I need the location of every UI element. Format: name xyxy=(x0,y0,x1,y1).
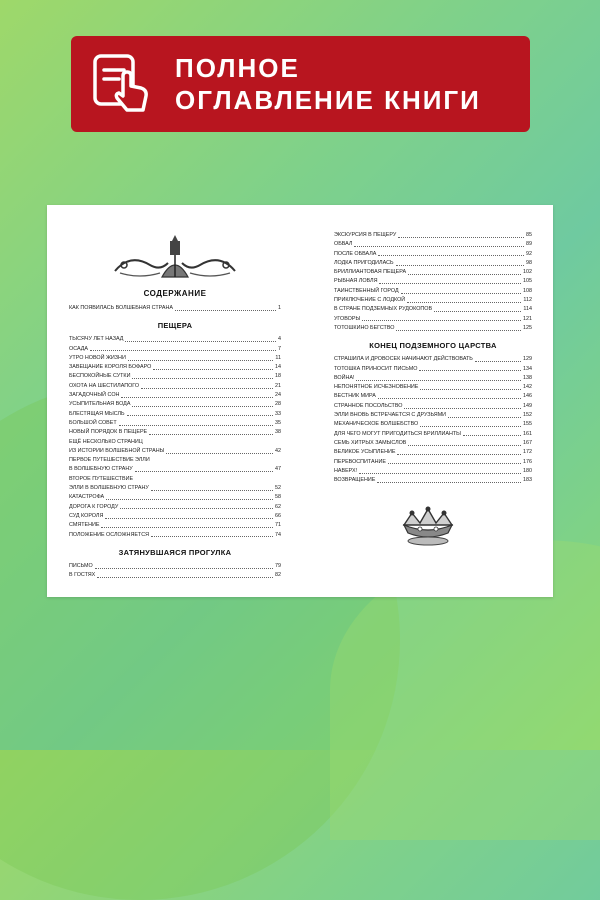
toc-entry-title: СМЯТЕНИЕ xyxy=(69,522,100,529)
toc-entry-page: 138 xyxy=(523,374,532,381)
toc-entry-page: 24 xyxy=(275,392,281,399)
toc-entry-page: 79 xyxy=(275,562,281,569)
toc-entry-title: ТЫСЯЧУ ЛЕТ НАЗАД xyxy=(69,336,124,343)
dot-leader xyxy=(408,274,521,275)
right-page xyxy=(334,231,532,549)
toc-entry-title: РЫБНАЯ ЛОВЛЯ xyxy=(334,278,378,285)
banner-title xyxy=(175,52,481,116)
toc-entry-page: 105 xyxy=(523,278,532,285)
dot-leader xyxy=(401,293,521,294)
section-list xyxy=(334,355,532,485)
toc-entry-title: УГОВОРЫ xyxy=(334,315,361,322)
toc-entry-title: ВЕСТНИК МИРА xyxy=(334,393,376,400)
toc-entry-page: 82 xyxy=(275,572,281,579)
toc-entry-page: 47 xyxy=(275,466,281,473)
toc-entry-title: ЗАГАДОЧНЫЙ СОН xyxy=(69,392,120,399)
toc-entry-page: 18 xyxy=(275,373,281,380)
toc-entry-title: БРИЛЛИАНТОВАЯ ПЕЩЕРА xyxy=(334,269,407,276)
toc-entry-page: 58 xyxy=(275,494,281,501)
toc-entry xyxy=(69,438,281,447)
toc-entry-title: КАК ПОЯВИЛАСЬ ВОЛШЕБНАЯ СТРАНА xyxy=(69,305,173,311)
banner-title-line1: ПОЛНОЕ xyxy=(175,53,300,83)
section-title: ЗАТЯНУВШАЯСЯ ПРОГУЛКА xyxy=(118,547,232,557)
dot-leader xyxy=(127,415,273,416)
toc-entry-title: ПИСЬМО xyxy=(69,562,93,569)
toc-entry-page: 102 xyxy=(523,269,532,276)
toc-entry xyxy=(334,448,532,457)
toc-entry-page: 92 xyxy=(526,250,532,257)
section-title: ПЕЩЕРА xyxy=(157,321,193,331)
dot-leader xyxy=(151,490,273,491)
dot-leader xyxy=(106,499,273,500)
dot-leader xyxy=(132,378,273,379)
dot-leader xyxy=(408,445,521,446)
toc-entry xyxy=(69,475,281,484)
dot-leader xyxy=(419,370,521,371)
toc-entry xyxy=(69,345,281,354)
toc-entry xyxy=(69,562,281,571)
toc-entry-title: ОБВАЛ xyxy=(334,241,353,248)
toc-entry xyxy=(334,365,532,374)
toc-entry-page: 33 xyxy=(275,410,281,417)
toc-entry xyxy=(69,419,281,428)
dot-leader xyxy=(463,435,521,436)
toc-entry-page: 28 xyxy=(275,401,281,408)
toc-entry xyxy=(69,493,281,502)
toc-entry-title: ВОЗВРАЩЕНИЕ xyxy=(334,477,376,484)
toc-entry xyxy=(69,354,281,363)
toc-entry-title: ОХОТА НА ШЕСТИЛАПОГО xyxy=(69,382,140,389)
toc-entry-title: СТРАННОЕ ПОСОЛЬСТВО xyxy=(334,402,403,409)
toc-entry xyxy=(334,458,532,467)
crown-icon xyxy=(398,505,458,549)
dot-leader xyxy=(434,311,521,312)
toc-entry-page: 38 xyxy=(275,429,281,436)
toc-entry xyxy=(334,250,532,259)
toc-title: СОДЕРЖАНИЕ xyxy=(143,289,207,298)
section-list xyxy=(334,231,532,333)
ornament-icon xyxy=(110,233,240,283)
toc-entry-title: ИЗ ИСТОРИИ ВОЛШЕБНОЙ СТРАНЫ xyxy=(69,447,165,454)
toc-entry-title: ВОЙНА! xyxy=(334,374,355,381)
toc-entry-title: БЛЕСТЯЩАЯ МЫСЛЬ xyxy=(69,410,125,417)
dot-leader xyxy=(397,454,521,455)
toc-entry xyxy=(334,240,532,249)
toc-entry-title: УСЫПИТЕЛЬНАЯ ВОДА xyxy=(69,401,131,408)
toc-entry xyxy=(334,411,532,420)
toc-entry-page: 146 xyxy=(523,393,532,400)
dot-leader xyxy=(153,369,273,370)
toc-entry-page: 21 xyxy=(275,382,281,389)
toc-entry-page: 98 xyxy=(526,259,532,266)
dot-leader xyxy=(448,417,521,418)
toc-entry-page: 142 xyxy=(523,384,532,391)
section-list xyxy=(69,335,281,540)
toc-entry xyxy=(334,467,532,476)
toc-entry-title: НАВЕРХ! xyxy=(334,467,358,474)
dot-leader xyxy=(151,536,273,537)
toc-entry xyxy=(334,430,532,439)
dot-leader xyxy=(121,397,273,398)
toc-entry xyxy=(334,420,532,429)
dot-leader xyxy=(120,508,273,509)
toc-entry-title: ЕЩЁ НЕСКОЛЬКО СТРАНИЦ xyxy=(69,438,143,445)
dot-leader xyxy=(128,360,274,361)
toc-entry-title: БЕСПОКОЙНЫЕ СУТКИ xyxy=(69,373,131,380)
toc-entry xyxy=(334,305,532,314)
toc-entry-page: 125 xyxy=(523,324,532,331)
toc-entry-title: В ГОСТЯХ xyxy=(69,572,96,579)
toc-entry-page: 134 xyxy=(523,365,532,372)
toc-entry-title: ТОТОШКА ПРИНОСИТ ПИСЬМО xyxy=(334,365,418,372)
toc-entry-page: 66 xyxy=(275,512,281,519)
toc-entry-title: СТРАШИЛА И ДРОВОСЕК НАЧИНАЮТ ДЕЙСТВОВАТЬ xyxy=(334,356,473,363)
toc-entry-page: 4 xyxy=(278,336,281,343)
dot-leader xyxy=(135,471,273,472)
book-spread xyxy=(47,205,553,597)
promo-banner xyxy=(71,36,530,132)
toc-entry xyxy=(334,287,532,296)
toc-entry-page: 167 xyxy=(523,439,532,446)
toc-entry xyxy=(334,296,532,305)
dot-leader xyxy=(379,283,521,284)
toc-entry xyxy=(69,484,281,493)
toc-entry-page: 35 xyxy=(275,419,281,426)
toc-entry-title: ВЕЛИКОЕ УСЫПЛЕНИЕ xyxy=(334,449,396,456)
toc-entry-page: 149 xyxy=(523,402,532,409)
toc-entry xyxy=(334,231,532,240)
toc-entry-title: СУД КОРОЛЯ xyxy=(69,512,104,519)
dot-leader xyxy=(362,320,521,321)
toc-entry-page: 89 xyxy=(526,241,532,248)
toc-entry-page: 155 xyxy=(523,421,532,428)
toc-entry-title: ВТОРОЕ ПУТЕШЕСТВИЕ xyxy=(69,475,134,482)
banner-title-line2: ОГЛАВЛЕНИЕ КНИГИ xyxy=(175,85,481,115)
toc-entry-page: 114 xyxy=(523,306,532,313)
toc-entry xyxy=(69,391,281,400)
toc-entry-page: 121 xyxy=(523,315,532,322)
toc-entry xyxy=(334,439,532,448)
toc-entry-title: ПОЛОЖЕНИЕ ОСЛОЖНЯЕТСЯ xyxy=(69,531,150,538)
toc-entry xyxy=(69,372,281,381)
dot-leader xyxy=(125,341,276,342)
toc-entry-title: КАТАСТРОФА xyxy=(69,494,105,501)
toc-entry-page: 129 xyxy=(523,356,532,363)
dot-leader xyxy=(407,302,521,303)
toc-entry-title: ПЕРЕВОСПИТАНИЕ xyxy=(334,458,386,465)
toc-entry-title: НОВЫЙ ПОРЯДОК В ПЕЩЕРЕ xyxy=(69,429,148,436)
toc-entry-title: ЭЛЛИ ВНОВЬ ВСТРЕЧАЕТСЯ С ДРУЗЬЯМИ xyxy=(334,412,447,419)
dot-leader xyxy=(388,463,521,464)
toc-entry xyxy=(69,363,281,372)
dot-leader xyxy=(404,408,521,409)
toc-entry-title: ЭЛЛИ В ВОЛШЕБНУЮ СТРАНУ xyxy=(69,485,149,492)
left-page xyxy=(69,233,281,580)
toc-entry-title: ПЕРВОЕ ПУТЕШЕСТВИЕ ЭЛЛИ xyxy=(69,457,150,464)
toc-entry-title: МЕХАНИЧЕСКОЕ ВОЛШЕБСТВО xyxy=(334,421,419,428)
toc-entry-page: 14 xyxy=(275,364,281,371)
toc-entry-page: 85 xyxy=(526,232,532,238)
toc-entry xyxy=(69,335,281,344)
toc-entry-page: 11 xyxy=(275,354,281,361)
toc-entry-page: 180 xyxy=(523,467,532,474)
toc-entry-title: НЕПОНЯТНОЕ ИСЧЕЗНОВЕНИЕ xyxy=(334,384,419,391)
toc-entry xyxy=(69,428,281,437)
toc-entry xyxy=(69,447,281,456)
toc-entry xyxy=(334,324,532,333)
toc-entry xyxy=(69,465,281,474)
toc-entry-title: ЛОДКА ПРИГОДИЛАСЬ xyxy=(334,259,394,266)
toc-entry xyxy=(334,476,532,485)
toc-entry xyxy=(69,512,281,521)
toc-entry xyxy=(334,402,532,411)
toc-entry xyxy=(69,521,281,530)
toc-entry-page: 161 xyxy=(523,430,532,437)
toc-entry-title: ЗАВЕЩАНИЕ КОРОЛЯ БОФАРО xyxy=(69,364,152,371)
dot-leader xyxy=(149,434,273,435)
dot-leader xyxy=(95,568,273,569)
dot-leader xyxy=(105,518,273,519)
toc-entry-title: ЭКСКУРСИЯ В ПЕЩЕРУ xyxy=(334,232,397,238)
toc-entry xyxy=(334,315,532,324)
toc-entry-page: 74 xyxy=(275,531,281,538)
toc-entry xyxy=(69,304,281,313)
dot-leader xyxy=(378,255,524,256)
dot-leader xyxy=(119,425,273,426)
toc-entry xyxy=(69,503,281,512)
toc-entry-title: В ВОЛШЕБНУЮ СТРАНУ xyxy=(69,466,133,473)
toc-entry xyxy=(334,392,532,401)
toc-entry-title: ТАИНСТВЕННЫЙ ГОРОД xyxy=(334,287,399,294)
toc-entry-page: 176 xyxy=(523,458,532,465)
document-hand-icon xyxy=(89,48,161,120)
toc-entry-title: ТОТОШКИНО БЕГСТВО xyxy=(334,324,395,331)
toc-entry-page: 152 xyxy=(523,412,532,419)
toc-entry-page: 1 xyxy=(278,305,281,311)
dot-leader xyxy=(101,527,273,528)
dot-leader xyxy=(420,426,521,427)
toc-entry xyxy=(334,277,532,286)
toc-entry-page: 172 xyxy=(523,449,532,456)
dot-leader xyxy=(90,350,276,351)
toc-entry-title: ДОРОГА К ГОРОДУ xyxy=(69,503,119,510)
toc-entry xyxy=(69,531,281,540)
toc-entry-page: 42 xyxy=(275,447,281,454)
toc-entry-page: 108 xyxy=(523,287,532,294)
dot-leader xyxy=(420,389,521,390)
toc-entry-page: 52 xyxy=(275,485,281,492)
dot-leader xyxy=(398,237,524,238)
dot-leader xyxy=(175,310,276,311)
dot-leader xyxy=(378,398,521,399)
dot-leader xyxy=(132,406,273,407)
section-list xyxy=(69,562,281,581)
toc-entry-page: 7 xyxy=(278,345,281,352)
toc-entry-title: ОСАДА xyxy=(69,345,88,352)
dot-leader xyxy=(396,265,524,266)
dot-leader xyxy=(97,577,273,578)
toc-entry xyxy=(69,410,281,419)
toc-entry-page: 183 xyxy=(523,477,532,484)
dot-leader xyxy=(359,473,521,474)
dot-leader xyxy=(354,246,524,247)
toc-entry xyxy=(69,456,281,465)
toc-entry-title: БОЛЬШОЙ СОВЕТ xyxy=(69,419,117,426)
toc-entry xyxy=(69,571,281,580)
toc-entry-page: 112 xyxy=(523,297,532,304)
toc-entry-title: ПОСЛЕ ОБВАЛА xyxy=(334,250,377,257)
toc-entry-title: В СТРАНЕ ПОДЗЕМНЫХ РУДОКОПОВ xyxy=(334,306,433,313)
toc-entry xyxy=(334,259,532,268)
toc-entry-title: ДЛЯ ЧЕГО МОГУТ ПРИГОДИТЬСЯ БРИЛЛИАНТЫ xyxy=(334,430,461,437)
toc-entry-title: УТРО НОВОЙ ЖИЗНИ xyxy=(69,354,126,361)
toc-entry xyxy=(69,382,281,391)
dot-leader xyxy=(356,380,521,381)
toc-entry xyxy=(334,383,532,392)
toc-entry-title: ПРИКЛЮЧЕНИЕ С ЛОДКОЙ xyxy=(334,297,406,304)
dot-leader xyxy=(166,453,273,454)
toc-entry xyxy=(334,355,532,364)
toc-entry xyxy=(334,268,532,277)
toc-entry xyxy=(334,374,532,383)
dot-leader xyxy=(396,330,521,331)
intro-list xyxy=(69,304,281,313)
toc-entry xyxy=(69,400,281,409)
toc-entry-title: СЕМЬ ХИТРЫХ ЗАМЫСЛОВ xyxy=(334,439,407,446)
toc-entry-page: 71 xyxy=(275,522,281,529)
toc-entry-page: 62 xyxy=(275,503,281,510)
dot-leader xyxy=(475,361,521,362)
dot-leader xyxy=(141,388,273,389)
dot-leader xyxy=(377,482,521,483)
section-title: КОНЕЦ ПОДЗЕМНОГО ЦАРСТВА xyxy=(369,341,497,351)
